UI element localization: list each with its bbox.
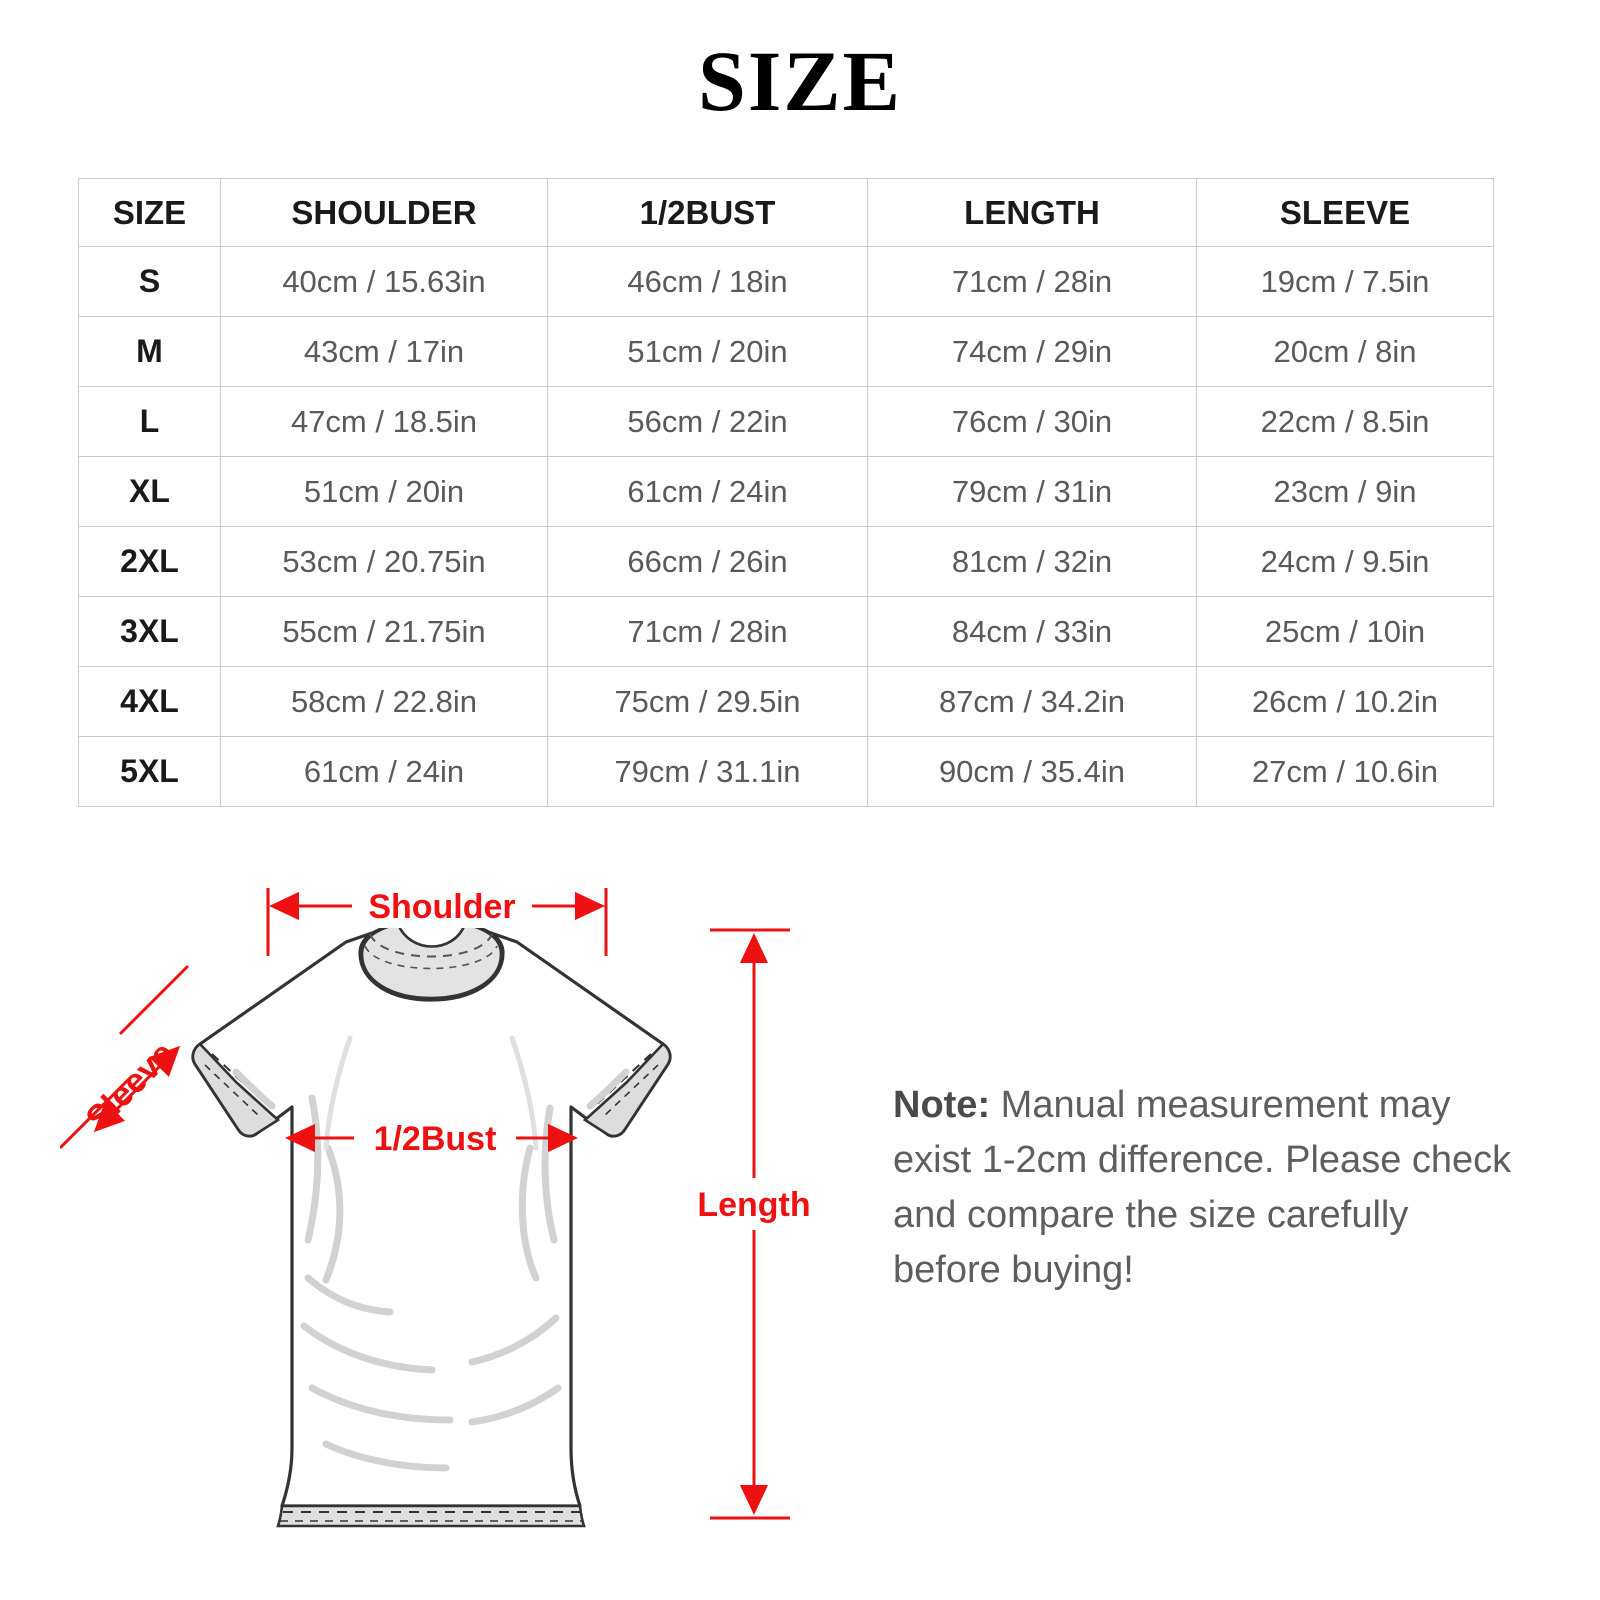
- cell-sleeve: 27cm / 10.6in: [1197, 737, 1494, 807]
- cell-shoulder: 51cm / 20in: [221, 457, 548, 527]
- cell-length: 84cm / 33in: [868, 597, 1197, 667]
- column-header-bust: 1/2BUST: [548, 179, 868, 247]
- cell-size: L: [79, 387, 221, 457]
- page-title: SIZE: [697, 33, 903, 129]
- sleeve-measure: [60, 966, 188, 1148]
- cell-sleeve: 24cm / 9.5in: [1197, 527, 1494, 597]
- cell-bust: 75cm / 29.5in: [548, 667, 868, 737]
- table-row: [79, 527, 1494, 597]
- tshirt-illustration: [193, 924, 670, 1526]
- sleeve-label: Sleeve: [78, 1034, 182, 1138]
- cell-shoulder: 58cm / 22.8in: [221, 667, 548, 737]
- cell-bust: 66cm / 26in: [548, 527, 868, 597]
- cell-shoulder: 53cm / 20.75in: [221, 527, 548, 597]
- cell-bust: 46cm / 18in: [548, 247, 868, 317]
- cell-bust: 56cm / 22in: [548, 387, 868, 457]
- column-header-size: SIZE: [79, 179, 221, 247]
- cell-length: 90cm / 35.4in: [868, 737, 1197, 807]
- cell-size: XL: [79, 457, 221, 527]
- cell-sleeve: 22cm / 8.5in: [1197, 387, 1494, 457]
- cell-sleeve: 23cm / 9in: [1197, 457, 1494, 527]
- cell-size: 3XL: [79, 597, 221, 667]
- cell-length: 76cm / 30in: [868, 387, 1197, 457]
- table-row: [79, 247, 1494, 317]
- cell-bust: 61cm / 24in: [548, 457, 868, 527]
- cell-size: 4XL: [79, 667, 221, 737]
- cell-sleeve: 25cm / 10in: [1197, 597, 1494, 667]
- measurement-diagram: [60, 848, 860, 1548]
- shoulder-label: Shoulder: [368, 888, 516, 926]
- column-header-length: LENGTH: [868, 179, 1197, 247]
- length-measure: [697, 930, 810, 1518]
- table-row: [79, 457, 1494, 527]
- cell-shoulder: 43cm / 17in: [221, 317, 548, 387]
- column-header-sleeve: SLEEVE: [1197, 179, 1494, 247]
- cell-size: 5XL: [79, 737, 221, 807]
- cell-size: 2XL: [79, 527, 221, 597]
- table-row: [79, 737, 1494, 807]
- cell-bust: 71cm / 28in: [548, 597, 868, 667]
- length-label: Length: [697, 1186, 811, 1224]
- table-row: [79, 597, 1494, 667]
- cell-sleeve: 26cm / 10.2in: [1197, 667, 1494, 737]
- table-row: [79, 317, 1494, 387]
- cell-size: S: [79, 247, 221, 317]
- note-block: [893, 1078, 1513, 1298]
- cell-length: 81cm / 32in: [868, 527, 1197, 597]
- cell-sleeve: 20cm / 8in: [1197, 317, 1494, 387]
- cell-shoulder: 40cm / 15.63in: [221, 247, 548, 317]
- cell-bust: 79cm / 31.1in: [548, 737, 868, 807]
- size-table: [78, 178, 1494, 807]
- cell-bust: 51cm / 20in: [548, 317, 868, 387]
- table-header-row: [79, 179, 1494, 247]
- cell-length: 79cm / 31in: [868, 457, 1197, 527]
- table-row: [79, 667, 1494, 737]
- cell-length: 74cm / 29in: [868, 317, 1197, 387]
- cell-length: 87cm / 34.2in: [868, 667, 1197, 737]
- column-header-shoulder: SHOULDER: [221, 179, 548, 247]
- cell-sleeve: 19cm / 7.5in: [1197, 247, 1494, 317]
- note-label: Note:: [893, 1084, 991, 1126]
- cell-size: M: [79, 317, 221, 387]
- size-table-container: [78, 178, 1493, 807]
- cell-shoulder: 61cm / 24in: [221, 737, 548, 807]
- bust-label: 1/2Bust: [373, 1120, 497, 1158]
- cell-shoulder: 55cm / 21.75in: [221, 597, 548, 667]
- note-text: Manual measurement may exist 1-2cm difference. Please check and compare the size carefully before buying!: [893, 1084, 1512, 1292]
- table-row: [79, 387, 1494, 457]
- cell-length: 71cm / 28in: [868, 247, 1197, 317]
- cell-shoulder: 47cm / 18.5in: [221, 387, 548, 457]
